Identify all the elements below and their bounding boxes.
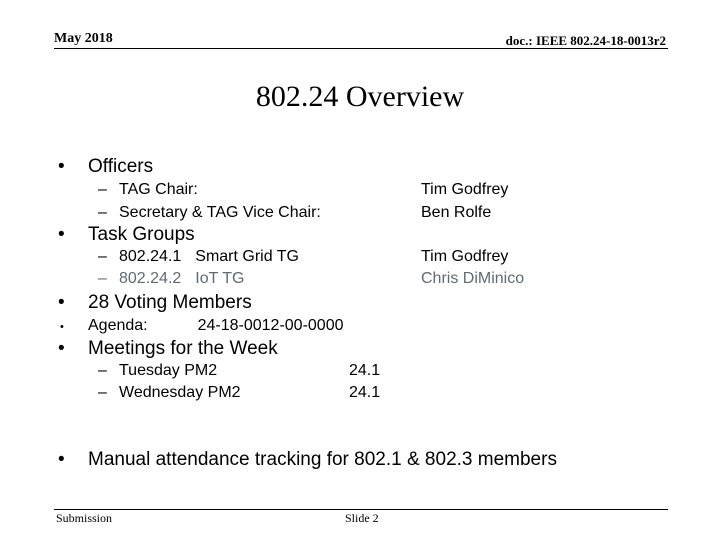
dash-icon: – xyxy=(98,362,107,379)
header-date: May 2018 xyxy=(54,31,113,46)
dash-icon: – xyxy=(98,248,107,265)
dash-icon: – xyxy=(98,181,107,198)
meetings-heading: • Meetings for the Week xyxy=(58,338,278,359)
header-doc-id: doc.: IEEE 802.24-18-0013r2 xyxy=(505,33,666,48)
bullet-icon: • xyxy=(58,292,65,313)
agenda-doc-number: 24-18-0012-00-0000 xyxy=(197,317,344,334)
officer-role-1: – TAG Chair: xyxy=(98,181,198,198)
dash-icon: – xyxy=(98,204,107,221)
bullet-icon: • xyxy=(58,224,65,245)
dash-icon: – xyxy=(98,384,107,401)
officer-name-2: Ben Rolfe xyxy=(421,204,492,221)
meeting-room-2: 24.1 xyxy=(349,384,381,401)
bullet-icon: • xyxy=(58,156,65,177)
header-rule xyxy=(54,48,668,49)
footer-submission: Submission xyxy=(56,511,113,525)
bullet-icon: • xyxy=(60,321,64,333)
dash-icon: – xyxy=(98,270,107,287)
footer-rule xyxy=(54,509,668,510)
officer-role-2: – Secretary & TAG Vice Chair: xyxy=(98,204,321,221)
task-group-2: – 802.24.2 IoT TG xyxy=(98,270,245,287)
agenda-line: • Agenda: 24-18-0012-00-0000 xyxy=(60,317,344,334)
bullet-icon: • xyxy=(58,338,65,359)
footer-slide-number: Slide 2 xyxy=(345,511,379,525)
task-group-chair-1: Tim Godfrey xyxy=(421,248,509,265)
meeting-slot-2: – Wednesday PM2 xyxy=(98,384,241,401)
task-group-chair-2: Chris DiMinico xyxy=(421,270,525,287)
meeting-slot-1: – Tuesday PM2 xyxy=(98,362,218,379)
attendance-note: • Manual attendance tracking for 802.1 & 802.3 members xyxy=(58,449,557,470)
task-groups-heading: • Task Groups xyxy=(58,224,195,245)
slide-title: 802.24 Overview xyxy=(255,80,465,113)
bullet-icon: • xyxy=(58,449,65,470)
officer-name-1: Tim Godfrey xyxy=(421,181,509,198)
task-group-1: – 802.24.1 Smart Grid TG xyxy=(98,248,299,265)
officers-heading: • Officers xyxy=(58,156,154,177)
voting-members: • 28 Voting Members xyxy=(58,292,252,313)
meeting-room-1: 24.1 xyxy=(349,362,381,379)
